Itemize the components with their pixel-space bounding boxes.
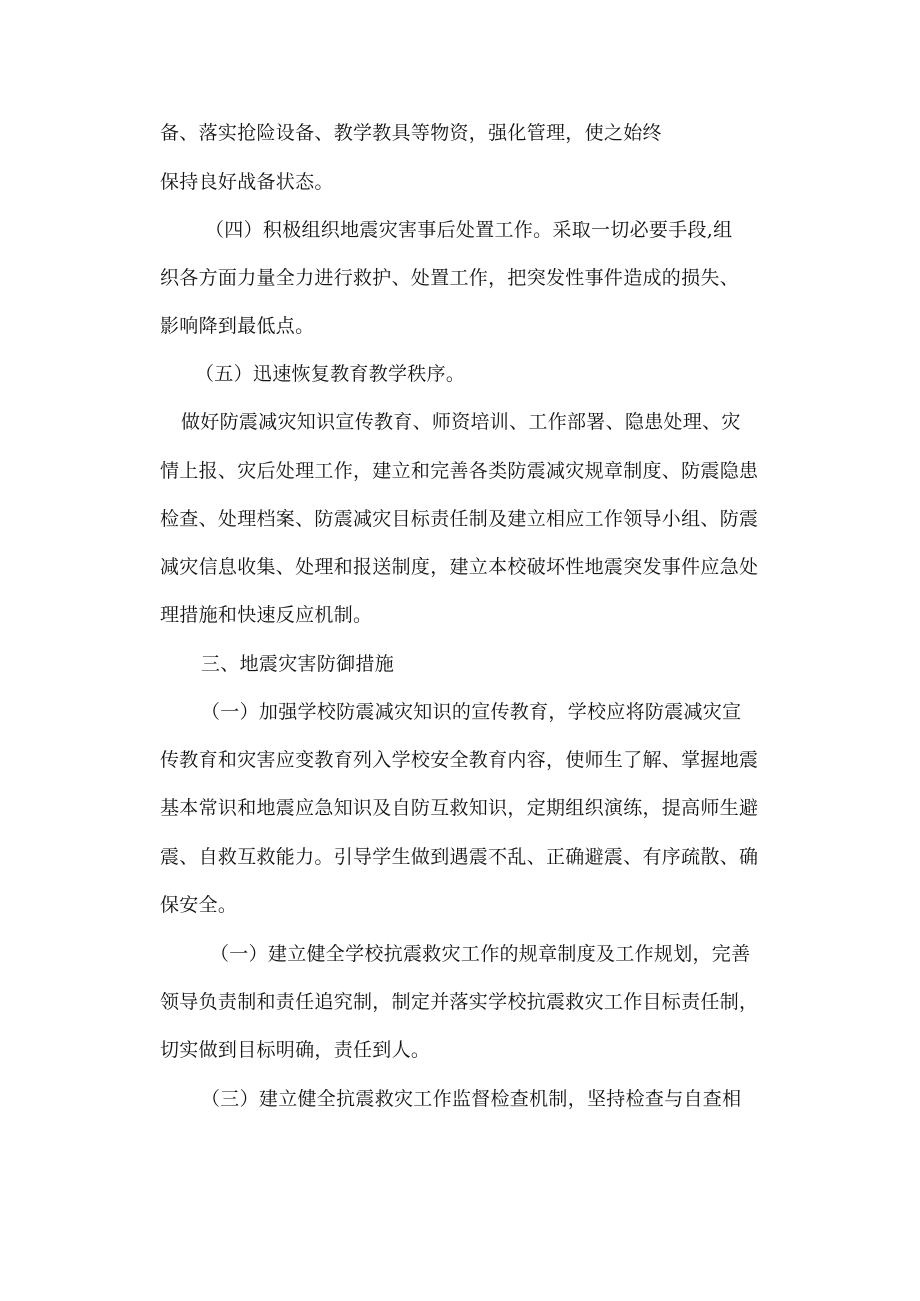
- section-heading: 三、地震灾害防御措施: [201, 653, 395, 675]
- text-line: 检查、处理档案、防震减灾目标责任制及建立相应工作领导小组、防震: [160, 508, 759, 530]
- text-line: 震、自救互救能力。引导学生做到遇震不乱、正确避震、有序疏散、确: [160, 846, 759, 868]
- text-line: （五）迅速恢复教育教学秩序。: [195, 363, 466, 385]
- text-line: 影响降到最低点。: [160, 315, 315, 337]
- text-line: 基本常识和地震应急知识及自防互救知识，定期组织演练，提高师生避: [160, 797, 759, 819]
- text-line: （三）建立健全抗震救灾工作监督检查机制，坚持检查与自查相: [201, 1088, 742, 1110]
- text-line: 切实做到目标明确，责任到人。: [160, 1039, 431, 1061]
- text-line: 备、落实抢险设备、教学教具等物资，强化管理，使之始终: [160, 122, 662, 144]
- text-line: 保持良好战备状态。: [160, 171, 334, 193]
- text-line: 减灾信息收集、处理和报送制度，建立本校破坏性地震突发事件应急处: [160, 556, 759, 578]
- text-line: 做好防震减灾知识宣传教育、师资培训、工作部署、隐患处理、灾: [181, 411, 741, 433]
- text-line: 情上报、灾后处理工作，建立和完善各类防震减灾规章制度、防震隐患: [160, 460, 759, 482]
- text-line: 传教育和灾害应变教育列入学校安全教育内容，使师生了解、掌握地震: [160, 749, 759, 771]
- text-line: 织各方面力量全力进行救护、处置工作，把突发性事件造成的损失、: [160, 267, 740, 289]
- text-line: （一）建立健全学校抗震救灾工作的规章制度及工作规划，完善: [210, 943, 751, 965]
- text-line: 保安全。: [160, 894, 238, 916]
- text-line: 领导负责制和责任追究制，制定并落实学校抗震救灾工作目标责任制，: [160, 991, 759, 1013]
- text-line: （一）加强学校防震减灾知识的宣传教育，学校应将防震减灾宣: [201, 701, 742, 723]
- text-line: （四）积极组织地震灾害事后处置工作。采取一切必要手段,组: [205, 219, 733, 241]
- text-line: 理措施和快速反应机制。: [160, 604, 373, 626]
